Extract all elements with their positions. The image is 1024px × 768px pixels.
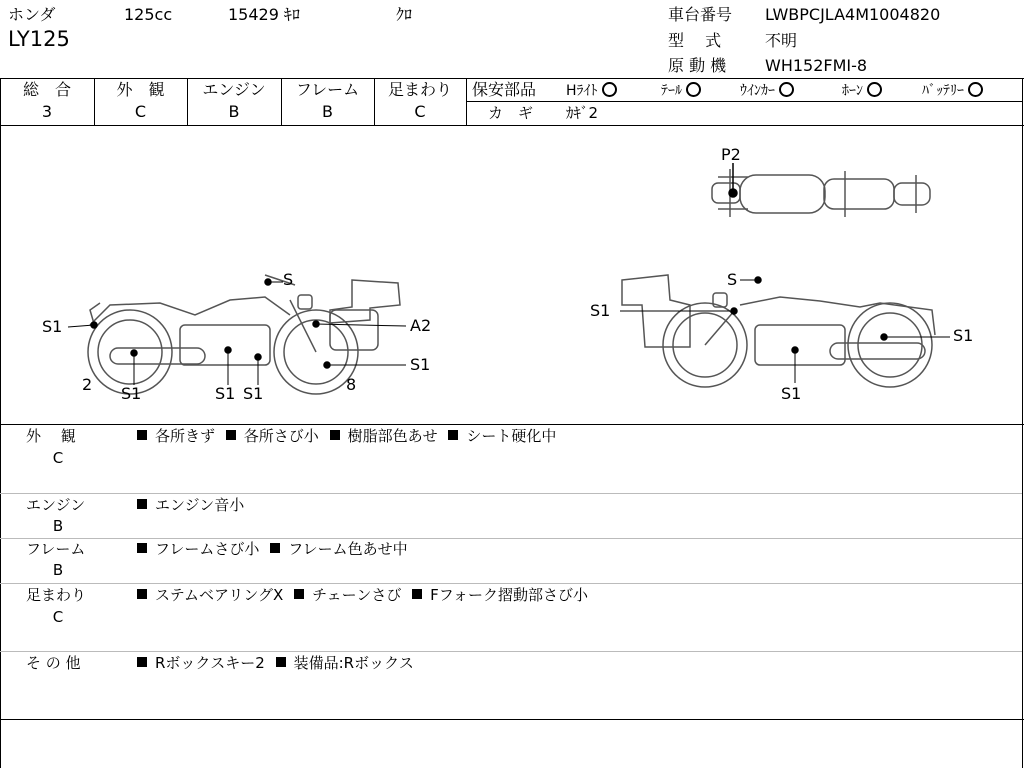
divider bbox=[0, 424, 1024, 425]
diagram-label: P2 bbox=[721, 145, 741, 164]
note-grade: C bbox=[52, 449, 64, 467]
exterior-label: 外 観 bbox=[116, 80, 165, 99]
note-items bbox=[137, 541, 408, 558]
bullet-icon bbox=[294, 589, 304, 599]
diagram-label: S1 bbox=[243, 384, 264, 403]
frame-no-label: 車台番号 bbox=[668, 5, 733, 24]
bullet-icon bbox=[330, 430, 340, 440]
note-grade: B bbox=[52, 561, 64, 579]
note-item: 各所きず bbox=[155, 427, 216, 445]
note-item: 樹脂部色あせ bbox=[347, 427, 438, 445]
note-item: Rボックスキー2 bbox=[155, 654, 265, 672]
frame-grade-value: B bbox=[322, 102, 333, 121]
divider bbox=[0, 78, 1024, 79]
note-item: フレームさび小 bbox=[155, 540, 260, 558]
note-items bbox=[137, 428, 556, 445]
bullet-icon bbox=[448, 430, 458, 440]
diagram-label: S1 bbox=[215, 384, 236, 403]
engine-label: 原 動 機 bbox=[668, 56, 727, 75]
diagram-label: S bbox=[283, 270, 294, 289]
motorcycle-right-view-icon bbox=[622, 275, 935, 387]
diagram-label: 2 bbox=[82, 375, 93, 394]
safety-taillight bbox=[661, 82, 701, 99]
note-label: エンジン bbox=[26, 496, 86, 514]
note-item: 各所さび小 bbox=[243, 427, 319, 445]
frame-no: LWBPCJLA4M1004820 bbox=[765, 5, 941, 24]
suspension-grade-label: 足まわり bbox=[387, 80, 452, 99]
mileage: 15429 ｷﾛ bbox=[228, 5, 300, 24]
type-label: 型 式 bbox=[668, 31, 722, 50]
safety-battery-label: ﾊﾞｯﾃﾘｰ bbox=[922, 83, 964, 99]
displacement: 125cc bbox=[124, 5, 173, 24]
note-items bbox=[137, 655, 414, 672]
overall-label: 総 合 bbox=[22, 80, 71, 99]
color: ｸﾛ bbox=[396, 5, 413, 24]
model-name: LY125 bbox=[8, 27, 70, 51]
frame-grade-label: フレーム bbox=[295, 80, 360, 99]
bullet-icon bbox=[137, 430, 147, 440]
note-items bbox=[137, 497, 244, 514]
note-item: チェーンさび bbox=[312, 586, 402, 604]
exterior-value: C bbox=[134, 102, 147, 121]
diagram-label: S bbox=[727, 270, 738, 289]
safety-taillight-label: ﾃｰﾙ bbox=[661, 83, 682, 99]
ok-circle-icon bbox=[867, 82, 882, 97]
ok-circle-icon bbox=[968, 82, 983, 97]
note-item: 装備品:Rボックス bbox=[293, 654, 414, 672]
note-item: フレーム色あせ中 bbox=[288, 540, 408, 558]
divider bbox=[0, 493, 1022, 494]
ok-circle-icon bbox=[686, 82, 701, 97]
bullet-icon bbox=[137, 589, 147, 599]
diagram-label: A2 bbox=[410, 316, 432, 335]
overall-value: 3 bbox=[41, 102, 53, 121]
note-item: シート硬化中 bbox=[466, 427, 557, 445]
safety-winker-label: ｳｲﾝｶｰ bbox=[740, 83, 775, 99]
divider bbox=[0, 651, 1022, 652]
diagram-label: S1 bbox=[42, 317, 63, 336]
motorcycle-top-view-icon bbox=[712, 163, 930, 217]
note-label: 足まわり bbox=[26, 586, 87, 604]
diagram-label: S1 bbox=[121, 384, 142, 403]
key-value: ｶｷﾞ2 bbox=[566, 104, 599, 122]
bullet-icon bbox=[137, 543, 147, 553]
note-label: フレーム bbox=[26, 540, 86, 558]
bullet-icon bbox=[137, 499, 147, 509]
ok-circle-icon bbox=[779, 82, 794, 97]
engine-grade-value: B bbox=[228, 102, 240, 121]
diagram-label: S1 bbox=[410, 355, 431, 374]
note-items bbox=[137, 587, 588, 604]
safety-headlight bbox=[566, 82, 617, 99]
engine-grade-label: エンジン bbox=[202, 80, 266, 99]
bullet-icon bbox=[226, 430, 236, 440]
diagram-label: 8 bbox=[346, 375, 357, 394]
safety-horn bbox=[842, 82, 882, 99]
note-label: そ の 他 bbox=[26, 654, 81, 672]
suspension-grade-value: C bbox=[414, 102, 426, 121]
safety-horn-label: ﾎｰﾝ bbox=[842, 83, 863, 99]
note-grade: C bbox=[52, 608, 64, 626]
key-label: カ ギ bbox=[488, 104, 534, 122]
divider bbox=[466, 101, 1022, 102]
diagram-label: S1 bbox=[781, 384, 802, 403]
bullet-icon bbox=[270, 543, 280, 553]
bullet-icon bbox=[412, 589, 422, 599]
diagram-label: S1 bbox=[953, 326, 974, 345]
safety-headlight-label: Hﾗｲﾄ bbox=[566, 83, 598, 99]
diagram-label: S1 bbox=[590, 301, 611, 320]
divider bbox=[0, 583, 1022, 584]
engine-value: WH152FMI-8 bbox=[765, 56, 868, 75]
note-grade: B bbox=[52, 517, 64, 535]
note-item: エンジン音小 bbox=[155, 496, 245, 514]
bullet-icon bbox=[137, 657, 147, 667]
note-item: ステムベアリングX bbox=[155, 586, 284, 604]
note-label: 外 観 bbox=[26, 427, 76, 445]
motorcycle-diagram bbox=[0, 125, 1024, 424]
type-value: 不明 bbox=[765, 31, 798, 50]
safety-battery bbox=[922, 82, 983, 99]
bullet-icon bbox=[276, 657, 286, 667]
ok-circle-icon bbox=[602, 82, 617, 97]
divider bbox=[0, 719, 1024, 720]
maker: ホンダ bbox=[8, 5, 56, 24]
safety-winker bbox=[740, 82, 794, 99]
note-item: Fフォーク摺動部さび小 bbox=[430, 586, 589, 604]
divider bbox=[0, 538, 1022, 539]
safety-label: 保安部品 bbox=[472, 80, 537, 99]
